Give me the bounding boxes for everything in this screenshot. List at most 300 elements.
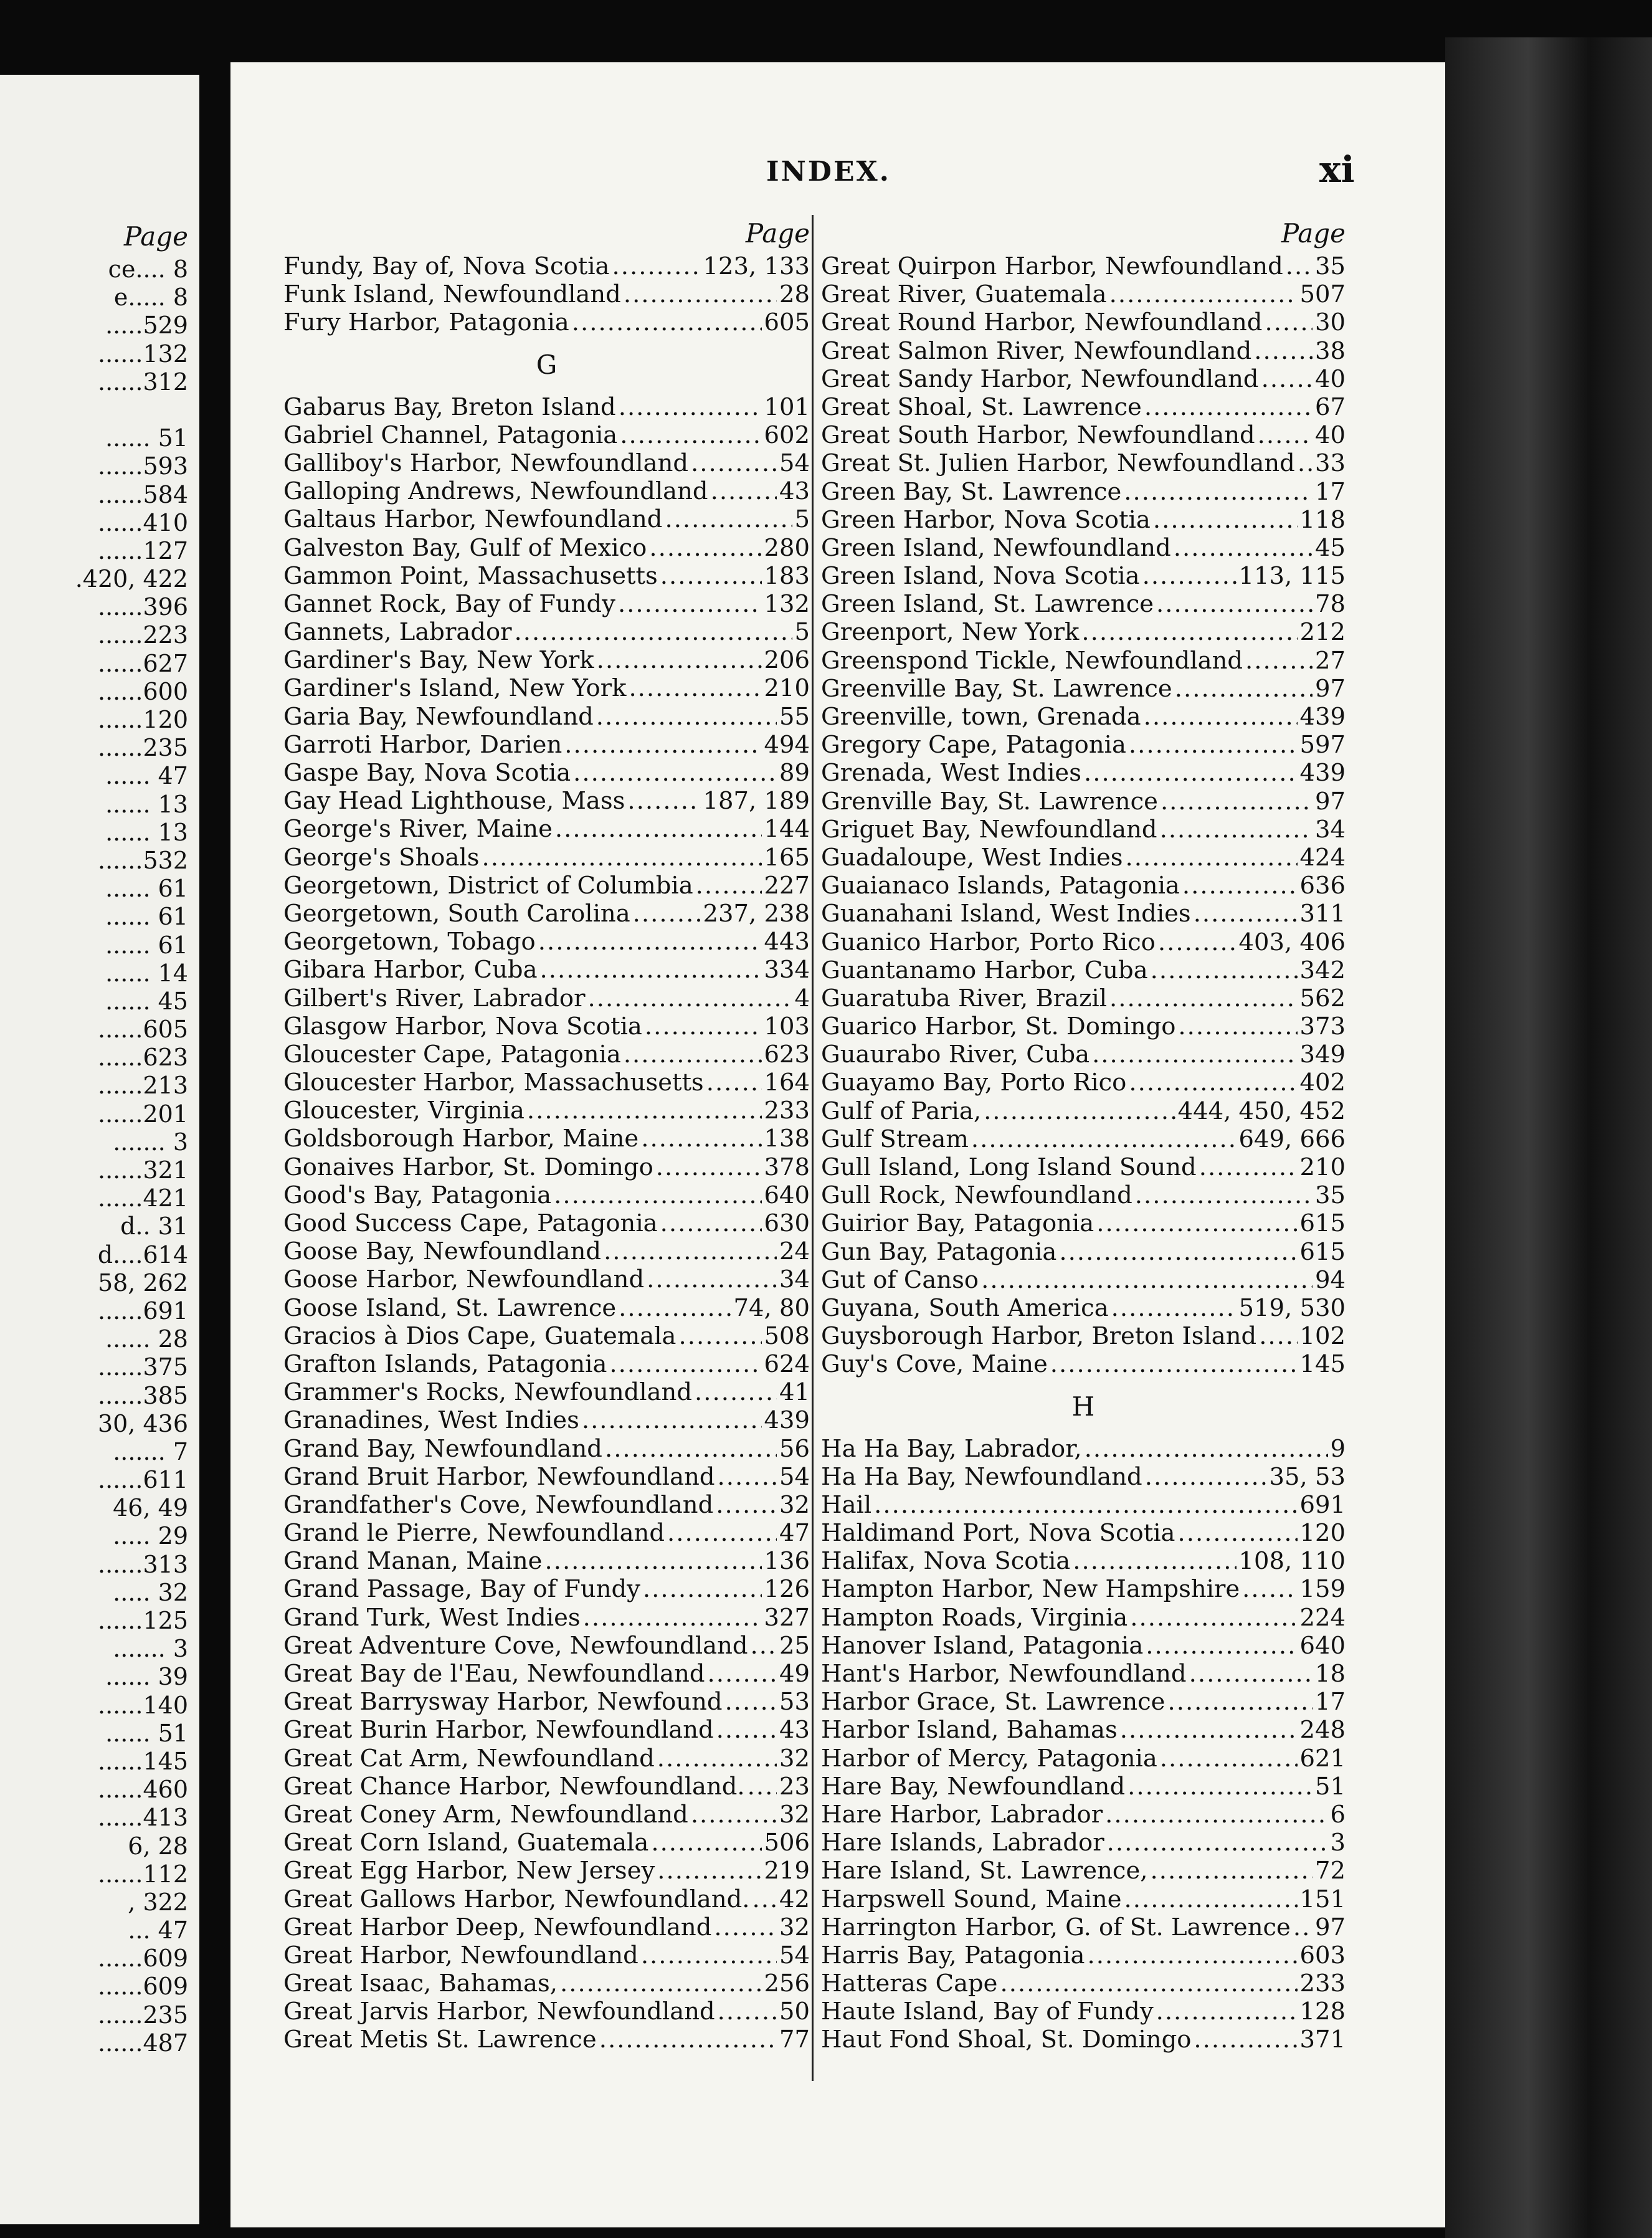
entry-name: Georgetown, Tobago <box>283 928 536 956</box>
entry-page: 138 <box>764 1125 810 1153</box>
entry-name: Great Egg Harbor, New Jersey <box>283 1857 655 1885</box>
index-entry <box>283 1773 810 1801</box>
entry-name: Great Bay de l'Eau, Newfoundland <box>283 1660 705 1688</box>
previous-page-line: ......609 <box>97 1945 188 1973</box>
entry-page: 602 <box>764 421 810 449</box>
dot-leader <box>691 1801 777 1829</box>
dot-leader <box>544 1547 761 1575</box>
index-entry <box>283 956 810 984</box>
previous-page-line: ....... 3 <box>113 1128 188 1156</box>
entry-name: Guaianaco Islands, Patagonia <box>821 872 1180 900</box>
previous-page-line: ......312 <box>97 368 188 396</box>
entry-name: Funk Island, Newfoundland <box>283 280 621 309</box>
dot-leader <box>651 1829 761 1857</box>
entry-page: 43 <box>779 477 810 506</box>
entry-page: 35 <box>1315 1181 1346 1210</box>
index-entry <box>821 1716 1346 1744</box>
entry-page: 5 <box>794 505 810 534</box>
entry-page: 54 <box>779 449 810 477</box>
previous-page-line: ......600 <box>97 677 188 705</box>
index-entry <box>821 1294 1346 1322</box>
dot-leader <box>1160 816 1313 844</box>
entry-name: Guadaloupe, West Indies <box>821 843 1123 872</box>
index-entry <box>283 1801 810 1829</box>
entry-page: 494 <box>764 730 810 759</box>
dot-leader <box>599 2026 777 2054</box>
dot-leader <box>708 1660 777 1688</box>
index-entry <box>821 1773 1346 1801</box>
index-entry <box>283 1294 810 1322</box>
entry-page: 40 <box>1315 421 1346 450</box>
entry-name: Goose Bay, Newfoundland <box>283 1237 602 1266</box>
previous-page-line: d....614 <box>97 1240 188 1269</box>
entry-name: Gabriel Channel, Patagonia <box>283 421 618 449</box>
index-entry <box>821 872 1346 900</box>
entry-name: Gull Rock, Newfoundland <box>821 1181 1132 1210</box>
entry-page: 89 <box>779 759 810 787</box>
entry-page: 519, 530 <box>1238 1293 1346 1322</box>
entry-name: Guirior Bay, Patagonia <box>821 1209 1094 1238</box>
index-entry <box>821 590 1346 618</box>
entry-page: 4 <box>794 984 810 1012</box>
entry-page: 108, 110 <box>1238 1547 1346 1576</box>
entry-page: 35 <box>1315 252 1346 280</box>
entry-page: 32 <box>779 1744 810 1773</box>
index-entry <box>821 788 1346 816</box>
dot-leader <box>1194 900 1298 928</box>
entry-name: Ha Ha Bay, Labrador, <box>821 1434 1082 1463</box>
dot-leader <box>624 1040 762 1069</box>
entry-page: 94 <box>1315 1265 1346 1294</box>
entry-name: Great Shoal, St. Lawrence <box>821 393 1142 421</box>
entry-page: 74, 80 <box>733 1293 810 1322</box>
dot-leader <box>515 618 792 646</box>
dot-leader <box>643 1575 762 1603</box>
dot-leader <box>645 1012 762 1040</box>
index-entry <box>283 1350 810 1378</box>
dot-leader <box>679 1322 762 1350</box>
entry-page: 640 <box>1299 1631 1346 1660</box>
index-entry <box>821 449 1346 477</box>
entry-page: 605 <box>764 308 810 337</box>
index-entry <box>283 1885 810 1913</box>
index-entry <box>821 1969 1346 1998</box>
index-entry <box>821 1745 1346 1773</box>
entry-page: 6 <box>1330 1800 1346 1829</box>
index-entry <box>283 1547 810 1575</box>
dot-leader <box>1182 872 1298 900</box>
entry-page: 145 <box>1299 1350 1346 1379</box>
entry-page: 334 <box>764 956 810 984</box>
section-letter: H <box>1071 1391 1095 1422</box>
entry-name: Grand Turk, West Indies <box>283 1603 581 1632</box>
dot-leader <box>874 1491 1297 1519</box>
index-entry <box>283 1913 810 1941</box>
entry-name: Gilbert's River, Labrador <box>283 984 586 1012</box>
dot-leader <box>1150 1857 1313 1885</box>
index-entry <box>283 618 810 646</box>
entry-page: 444, 450, 452 <box>1177 1097 1346 1125</box>
entry-page: 23 <box>779 1772 810 1801</box>
entry-page: 54 <box>779 1941 810 1969</box>
dot-leader <box>1081 618 1297 646</box>
index-entry <box>283 562 810 590</box>
previous-page-line: ......145 <box>97 1747 188 1775</box>
index-entry <box>821 731 1346 759</box>
entry-page: 136 <box>764 1547 810 1576</box>
previous-page-line: ...... 13 <box>105 818 188 846</box>
index-entry <box>821 1547 1346 1575</box>
entry-page: 30 <box>1315 308 1346 337</box>
index-entry <box>821 984 1346 1012</box>
page-folio: xi <box>1319 148 1355 191</box>
index-entry <box>821 506 1346 534</box>
previous-page-line: ......132 <box>97 340 188 368</box>
index-entry <box>283 872 810 900</box>
dot-leader <box>1245 647 1313 675</box>
dot-leader <box>572 308 762 336</box>
entry-name: Great Barrysway Harbor, Newfound <box>283 1688 723 1717</box>
entry-name: Grand Bruit Harbor, Newfoundland <box>283 1462 715 1491</box>
previous-page-line: 58, 262 <box>97 1269 188 1297</box>
previous-page-line: ...... 13 <box>105 790 188 818</box>
dot-leader <box>718 1463 777 1491</box>
entry-page: 55 <box>779 702 810 731</box>
dot-leader <box>554 1181 761 1209</box>
dot-leader <box>527 1097 762 1125</box>
entry-page: 371 <box>1299 2026 1346 2054</box>
index-entry <box>283 731 810 759</box>
dot-leader <box>1109 280 1298 308</box>
previous-page-line: d.. 31 <box>120 1212 188 1240</box>
entry-name: Hampton Harbor, New Hampshire <box>821 1575 1240 1604</box>
entry-name: Harbor Grace, St. Lawrence <box>821 1688 1165 1717</box>
dot-leader <box>612 252 701 280</box>
entry-name: Goose Harbor, Newfoundland <box>283 1265 645 1294</box>
dot-leader <box>981 1266 1313 1294</box>
entry-name: Gregory Cape, Patagonia <box>821 731 1126 759</box>
entry-page: 621 <box>1299 1744 1346 1773</box>
entry-page: 224 <box>1299 1603 1346 1632</box>
dot-leader <box>540 956 762 984</box>
entry-page: 237, 238 <box>703 899 810 928</box>
entry-name: Grand Manan, Maine <box>283 1547 543 1576</box>
entry-page: 34 <box>1315 815 1346 844</box>
entry-page: 403, 406 <box>1238 928 1346 956</box>
entry-name: Grand Bay, Newfoundland <box>283 1434 602 1463</box>
entry-page: 97 <box>1315 1913 1346 1941</box>
entry-page: 113, 115 <box>1238 562 1346 591</box>
entry-page: 123, 133 <box>703 252 810 280</box>
entry-name: Great Coney Arm, Newfoundland <box>283 1800 688 1829</box>
entry-name: Great Harbor, Newfoundland <box>283 1941 638 1969</box>
entry-page: 508 <box>764 1321 810 1350</box>
index-entry <box>821 1660 1346 1688</box>
dot-leader <box>1254 337 1313 365</box>
dot-leader <box>1105 1801 1327 1829</box>
dot-leader <box>706 1069 762 1097</box>
previous-page-line: ......611 <box>97 1466 188 1494</box>
previous-page-fragment <box>0 75 199 2224</box>
entry-name: Great Gallows Harbor, Newfoundland. <box>283 1885 750 1913</box>
entry-page: 439 <box>764 1406 810 1435</box>
entry-page: 443 <box>764 928 810 956</box>
index-entry <box>821 1998 1346 2026</box>
index-entry <box>821 393 1346 421</box>
entry-name: Hampton Roads, Virginia <box>821 1603 1128 1632</box>
entry-name: Guayamo Bay, Porto Rico <box>821 1069 1127 1097</box>
entry-name: Green Bay, St. Lawrence <box>821 477 1122 506</box>
entry-name: Great Harbor Deep, Newfoundland <box>283 1913 712 1941</box>
entry-page: 144 <box>764 815 810 844</box>
index-entry <box>283 1209 810 1237</box>
previous-page-line: ......410 <box>97 508 188 536</box>
entry-name: Great Salmon River, Newfoundland <box>821 336 1252 365</box>
entry-name: Harbor of Mercy, Patagonia <box>821 1744 1157 1773</box>
entry-page: 311 <box>1299 900 1346 928</box>
dot-leader <box>1124 1885 1297 1913</box>
column-divider <box>812 215 814 2081</box>
entry-page: 187, 189 <box>703 787 810 816</box>
index-entry <box>283 590 810 618</box>
entry-name: Georgetown, South Carolina <box>283 899 630 928</box>
previous-page-line: ......313 <box>97 1550 188 1578</box>
index-entry <box>283 1575 810 1603</box>
entry-name: Harbor Island, Bahamas <box>821 1716 1118 1745</box>
previous-page-line: ......385 <box>97 1381 188 1409</box>
index-entry <box>283 928 810 956</box>
entry-name: Haut Fond Shoal, St. Domingo <box>821 2026 1192 2054</box>
previous-page-line: .....529 <box>105 312 188 340</box>
entry-page: 126 <box>764 1575 810 1604</box>
index-entry <box>821 1125 1346 1153</box>
entry-name: Goose Island, St. Lawrence <box>283 1293 617 1322</box>
entry-name: Grammer's Rocks, Newfoundland <box>283 1378 692 1407</box>
entry-name: Garroti Harbor, Darien <box>283 730 563 759</box>
index-entry <box>821 759 1346 787</box>
index-entry <box>821 1885 1346 1913</box>
entry-name: Guarico Harbor, St. Domingo <box>821 1012 1176 1041</box>
entry-page: 615 <box>1299 1237 1346 1266</box>
index-entry <box>821 1069 1346 1097</box>
dot-leader <box>751 1632 777 1660</box>
entry-page: 3 <box>1330 1829 1346 1857</box>
previous-page-line: ... 47 <box>128 1917 188 1945</box>
entry-page: 349 <box>1299 1040 1346 1069</box>
previous-page-line: ...... 51 <box>105 424 188 452</box>
index-entry <box>283 1097 810 1125</box>
index-entry <box>821 1097 1346 1125</box>
entry-name: Gannet Rock, Bay of Fundy <box>283 589 615 618</box>
index-entry <box>283 393 810 421</box>
dot-leader <box>604 1237 777 1265</box>
dot-leader <box>1175 675 1313 703</box>
dot-leader <box>583 1604 762 1632</box>
entry-name: Great Burin Harbor, Newfoundland <box>283 1716 714 1745</box>
entry-page: 17 <box>1315 1688 1346 1717</box>
entry-name: Haute Island, Bay of Fundy <box>821 1998 1154 2026</box>
dot-leader <box>714 1913 777 1941</box>
entry-name: Galtaus Harbor, Newfoundland <box>283 505 663 534</box>
entry-name: Hare Islands, Labrador <box>821 1829 1104 1857</box>
index-entry <box>821 1913 1346 1941</box>
dot-leader <box>1161 788 1313 816</box>
previous-page-line: ......213 <box>97 1072 188 1100</box>
entry-name: Gulf Stream <box>821 1125 969 1153</box>
entry-name: Gardiner's Island, New York <box>283 674 627 703</box>
previous-page-line: ......691 <box>97 1297 188 1325</box>
index-entry <box>821 618 1346 646</box>
index-entry <box>283 1040 810 1069</box>
dot-leader <box>1111 1294 1237 1322</box>
entry-name: Guantanamo Harbor, Cuba <box>821 956 1148 984</box>
entry-page: 103 <box>764 1012 810 1040</box>
entry-page: 183 <box>764 561 810 590</box>
entry-page: 24 <box>779 1237 810 1266</box>
index-entry <box>283 703 810 731</box>
previous-page-line: ......421 <box>97 1184 188 1212</box>
entry-page: 54 <box>779 1462 810 1491</box>
dot-leader <box>1059 1238 1297 1266</box>
entry-name: Georgetown, District of Columbia <box>283 871 693 900</box>
dot-leader <box>716 1716 777 1744</box>
index-entry <box>821 534 1346 562</box>
previous-page-line: ......413 <box>97 1804 188 1832</box>
entry-page: 118 <box>1299 505 1346 534</box>
entry-name: Hail <box>821 1490 872 1519</box>
entry-page: 33 <box>1315 449 1346 478</box>
entry-name: Great Quirpon Harbor, Newfoundland <box>821 252 1283 280</box>
entry-page: 101 <box>764 393 810 421</box>
entry-name: Glasgow Harbor, Nova Scotia <box>283 1012 642 1040</box>
entry-name: Gloucester Harbor, Massachusetts <box>283 1069 704 1097</box>
previous-page-line: ......487 <box>97 2029 188 2057</box>
entry-page: 165 <box>764 843 810 872</box>
entry-name: Great Cat Arm, Newfoundland <box>283 1744 655 1773</box>
index-entry <box>283 1491 810 1519</box>
entry-page: 43 <box>779 1716 810 1745</box>
entry-name: Great Isaac, Bahamas, <box>283 1969 558 1998</box>
index-entry <box>821 337 1346 365</box>
entry-page: 402 <box>1299 1069 1346 1097</box>
index-entry <box>821 675 1346 703</box>
entry-name: Grand Passage, Bay of Fundy <box>283 1575 640 1604</box>
entry-page: 78 <box>1315 590 1346 619</box>
entry-name: Guysborough Harbor, Breton Island <box>821 1322 1257 1351</box>
index-entry <box>283 1265 810 1293</box>
index-entry <box>821 280 1346 308</box>
entry-page: 47 <box>779 1519 810 1548</box>
dot-leader <box>627 787 700 815</box>
entry-page: 27 <box>1315 646 1346 675</box>
dot-leader <box>1125 844 1297 872</box>
entry-name: Garia Bay, Newfoundland <box>283 702 594 731</box>
index-entry <box>283 1012 810 1040</box>
dot-leader <box>1286 252 1313 280</box>
index-entry <box>821 1012 1346 1040</box>
previous-page-line: ...... 61 <box>105 875 188 903</box>
index-entry <box>283 1237 810 1265</box>
index-entry <box>821 1801 1346 1829</box>
index-entry <box>283 1998 810 2026</box>
dot-leader <box>618 590 762 618</box>
entry-name: Grafton Islands, Patagonia <box>283 1350 607 1378</box>
entry-page: 210 <box>1299 1153 1346 1181</box>
dot-leader <box>696 872 762 900</box>
dot-leader <box>1129 731 1298 759</box>
dot-leader <box>1261 365 1313 393</box>
entry-name: Goldsborough Harbor, Maine <box>283 1125 639 1153</box>
entry-page: 38 <box>1315 336 1346 365</box>
entry-page: 40 <box>1315 364 1346 393</box>
dot-leader <box>1096 1209 1297 1237</box>
index-entry <box>821 956 1346 984</box>
index-entry <box>821 900 1346 928</box>
entry-page: 72 <box>1315 1857 1346 1885</box>
dot-leader <box>1242 1575 1297 1603</box>
previous-page-line: ......609 <box>97 1973 188 2001</box>
index-entry <box>283 1378 810 1406</box>
entry-page: 378 <box>764 1153 810 1181</box>
dot-leader <box>597 646 762 674</box>
index-entry <box>821 1209 1346 1237</box>
dot-leader <box>665 505 792 533</box>
index-entry <box>283 449 810 477</box>
dot-leader <box>1092 1040 1297 1069</box>
dot-leader <box>1073 1547 1236 1575</box>
dot-leader <box>984 1097 1175 1125</box>
previous-page-line: ...... 61 <box>105 931 188 959</box>
dot-leader <box>641 1125 761 1153</box>
index-entry <box>821 1519 1346 1547</box>
column-page-label: Page <box>745 218 810 249</box>
previous-page-line: 6, 28 <box>128 1832 188 1860</box>
entry-name: Gardiner's Bay, New York <box>283 646 594 675</box>
dot-leader <box>633 900 701 928</box>
entry-name: Grenada, West Indies <box>821 759 1081 788</box>
entry-page: 256 <box>764 1969 810 1998</box>
previous-page-line: 30, 436 <box>97 1409 188 1437</box>
entry-name: Gloucester, Virginia <box>283 1097 525 1125</box>
dot-leader <box>1189 1660 1313 1688</box>
index-entry <box>821 1181 1346 1209</box>
index-entry <box>283 1322 810 1350</box>
dot-leader <box>1050 1350 1298 1378</box>
previous-page-line: e..... 8 <box>113 283 188 312</box>
index-entry <box>821 478 1346 506</box>
index-entry <box>283 1716 810 1744</box>
index-entry <box>283 1688 810 1716</box>
previous-page-line: ...... 61 <box>105 903 188 931</box>
entry-page: 624 <box>764 1350 810 1378</box>
entry-page: 649, 666 <box>1238 1125 1346 1153</box>
entry-name: Grenville Bay, St. Lawrence <box>821 787 1158 816</box>
entry-name: Gabarus Bay, Breton Island <box>283 393 616 421</box>
index-entry <box>283 815 810 843</box>
entry-page: 120 <box>1299 1519 1346 1548</box>
dot-leader <box>656 1153 762 1181</box>
entry-name: Harris Bay, Patagonia <box>821 1941 1085 1969</box>
previous-page-line: ......623 <box>97 1044 188 1072</box>
dot-leader <box>1174 534 1313 562</box>
entry-name: Gannets, Labrador <box>283 618 512 647</box>
index-entry <box>821 816 1346 844</box>
index-entry <box>283 787 810 815</box>
entry-name: Great Metis St. Lawrence <box>283 2026 597 2054</box>
previous-page-label: Page <box>123 221 188 252</box>
dot-leader <box>1258 421 1313 449</box>
dot-leader <box>588 984 792 1012</box>
